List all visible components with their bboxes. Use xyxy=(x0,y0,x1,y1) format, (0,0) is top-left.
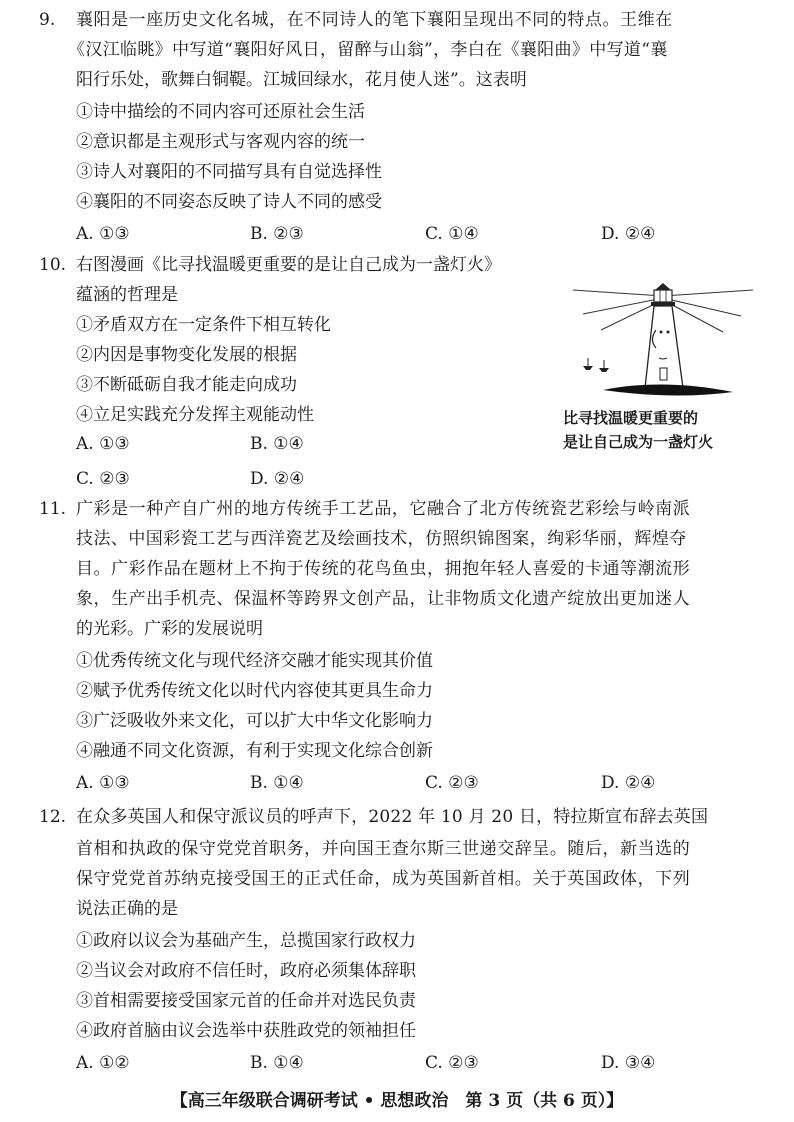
option-d: D. ②④ xyxy=(601,224,656,244)
question-text-line: 在众多英国人和保守派议员的呼声下，2022 年 10 月 20 日，特拉斯宣布辞去英国 xyxy=(76,807,709,827)
option-a: A. ①③ xyxy=(76,773,130,793)
question-text-line: 说法正确的是 xyxy=(76,899,178,919)
option-d: D. ②④ xyxy=(250,469,305,489)
statement: ③首相需要接受国家元首的任命并对选民负责 xyxy=(76,991,416,1011)
statement: ②当议会对政府不信任时，政府必须集体辞职 xyxy=(76,961,416,981)
option-b: B. ②③ xyxy=(250,224,304,244)
option-a: A. ①③ xyxy=(76,434,130,454)
page-footer: 【高三年级联合调研考试 • 思想政治 第 3 页（共 6 页）】 xyxy=(170,1091,624,1111)
option-c: C. ②③ xyxy=(76,469,130,489)
statement: ①矛盾双方在一定条件下相互转化 xyxy=(76,315,331,335)
option-b: B. ①④ xyxy=(250,1053,304,1073)
option-d: D. ②④ xyxy=(601,773,656,793)
question-text-line: 右图漫画《比寻找温暖更重要的是让自己成为一盏灯火》 xyxy=(76,255,501,275)
option-b: B. ①④ xyxy=(250,773,304,793)
lighthouse-illustration xyxy=(563,280,763,410)
statement: ④融通不同文化资源，有利于实现文化综合创新 xyxy=(76,741,433,761)
statement: ②赋予优秀传统文化以时代内容使其更具生命力 xyxy=(76,681,433,701)
statement: ①政府以议会为基础产生，总揽国家行政权力 xyxy=(76,931,416,951)
option-a: A. ①② xyxy=(76,1053,130,1073)
option-a: A. ①③ xyxy=(76,224,130,244)
question-text-line: 首相和执政的保守党党首职务，并向国王查尔斯三世递交辞呈。随后，新当选的 xyxy=(76,839,691,859)
statement: ③诗人对襄阳的不同描写具有自觉选择性 xyxy=(76,162,382,182)
statement: ③不断砥砺自我才能走向成功 xyxy=(76,375,297,395)
question-text-line: 技法、中国彩瓷工艺与西洋瓷艺及绘画技术，仿照织锦图案，绚彩华丽，辉煌夺 xyxy=(76,529,687,549)
question-number: 9. xyxy=(39,10,56,30)
statement: ②意识都是主观形式与客观内容的统一 xyxy=(76,132,365,152)
statement: ④政府首脑由议会选举中获胜政党的领袖担任 xyxy=(76,1021,416,1041)
option-b: B. ①④ xyxy=(250,434,304,454)
statement: ②内因是事物变化发展的根据 xyxy=(76,345,297,365)
statement: ④立足实践充分发挥主观能动性 xyxy=(76,405,314,425)
statement: ①优秀传统文化与现代经济交融才能实现其价值 xyxy=(76,651,433,671)
question-text-line: 目。广彩作品在题材上不拘于传统的花鸟鱼虫，拥抱年轻人喜爱的卡通等潮流形 xyxy=(76,559,691,579)
question-text-line: 广彩是一种产自广州的地方传统手工艺品，它融合了北方传统瓷艺彩绘与岭南派 xyxy=(76,499,691,519)
question-text-line: 保守党党首苏纳克接受国王的正式任命，成为英国新首相。关于英国政体，下列 xyxy=(76,869,691,889)
question-text-line: 蕴涵的哲理是 xyxy=(76,285,178,305)
question-text-line: 襄阳是一座历史文化名城，在不同诗人的笔下襄阳呈现出不同的特点。王维在 xyxy=(76,10,673,30)
option-c: C. ②③ xyxy=(425,1053,479,1073)
question-text-line: 的光彩。广彩的发展说明 xyxy=(76,619,263,639)
statement: ③广泛吸收外来文化，可以扩大中华文化影响力 xyxy=(76,711,433,731)
question-text-line: 《汉江临眺》中写道“襄阳好风日，留醉与山翁”，李白在《襄阳曲》中写道“襄 xyxy=(68,40,668,60)
question-text-line: 阳行乐处，歌舞白铜鞮。江城回绿水，花月使人迷”。这表明 xyxy=(76,70,527,90)
option-c: C. ①④ xyxy=(425,224,479,244)
question-number: 12. xyxy=(39,807,67,827)
statement: ①诗中描绘的不同内容可还原社会生活 xyxy=(76,102,365,122)
option-d: D. ③④ xyxy=(601,1053,656,1073)
question-number: 11. xyxy=(39,499,67,519)
lighthouse-cartoon xyxy=(563,280,763,455)
question-number: 10. xyxy=(39,255,67,275)
cartoon-caption-line: 是让自己成为一盏灯火 xyxy=(563,433,714,451)
option-c: C. ②③ xyxy=(425,773,479,793)
statement: ④襄阳的不同姿态反映了诗人不同的感受 xyxy=(76,192,382,212)
cartoon-caption-line: 比寻找温暖更重要的 xyxy=(563,409,699,427)
question-text-line: 象，生产出手机壳、保温杯等跨界文创产品，让非物质文化遗产绽放出更加迷人 xyxy=(76,589,691,609)
